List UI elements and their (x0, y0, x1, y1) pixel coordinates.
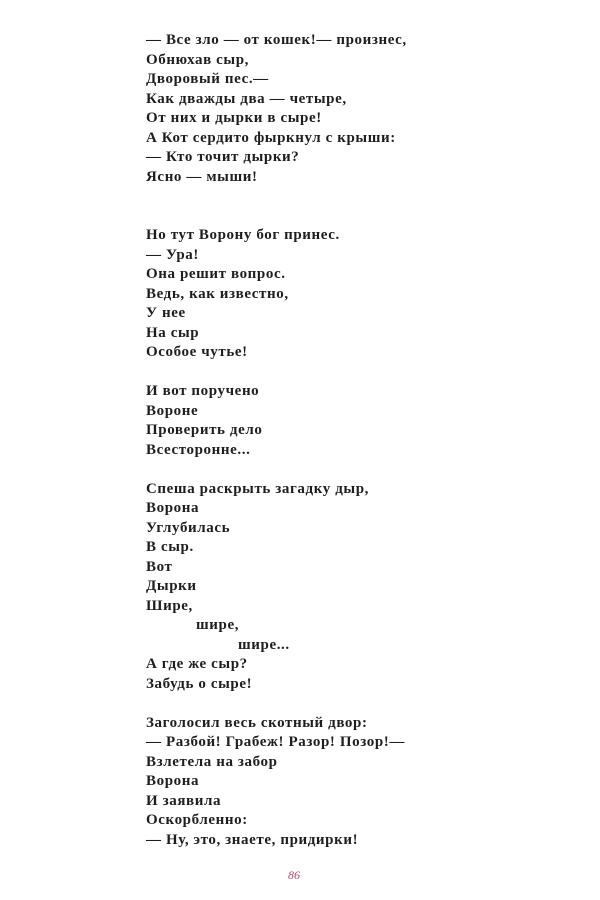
poem-line: Шире, (146, 597, 193, 614)
poem-line: Обнюхав сыр, (146, 51, 250, 68)
poem-line: Дырки (146, 578, 197, 594)
poem-line: А где же сыр? (146, 656, 248, 672)
stanza-gap (146, 207, 407, 227)
poem-line: Оскорбленно: (146, 812, 248, 828)
poem-line: Ясно — мыши! (146, 168, 258, 185)
stanza-gap (146, 460, 407, 480)
stanza-4 (146, 480, 407, 695)
poem-line: Но тут Ворону бог принес. (146, 227, 340, 243)
poem-line: Ворона (146, 773, 200, 789)
page-number: 86 (288, 868, 300, 882)
poem-line: И заявила (146, 792, 222, 809)
poem-line: Заголосил весь скотный двор: (146, 714, 368, 731)
poem-line: Особое чутье! (146, 344, 248, 360)
stanza-5 (146, 714, 407, 851)
poem-line: Как дважды два — четыре, (146, 90, 347, 107)
stanza-2 (146, 226, 407, 363)
poem-line: Забудь о сыре! (146, 675, 253, 692)
poem-line: — Разбой! Грабеж! Разор! Позор!— (146, 734, 405, 750)
poem-line: Вороне (146, 402, 199, 419)
poem-line: Ворона (146, 500, 200, 516)
stanza-gap (146, 187, 407, 207)
poem-line: — Кто точит дырки? (146, 149, 300, 165)
poem-line: На сыр (146, 324, 200, 341)
poem-line: А Кот сердито фыркнул с крыши: (146, 129, 396, 146)
poem-line: — Ура! (146, 246, 199, 263)
poem-line: Спеша раскрыть загадку дыр, (146, 480, 369, 497)
poem-line: У нее (146, 305, 186, 321)
poem-line: — Все зло — от кошек!— произнес, (146, 32, 407, 48)
poem-line: — Ну, это, знаете, придирки! (146, 831, 359, 848)
poem-line: Взлетела на забор (146, 753, 278, 770)
poem-line: Вот (146, 558, 173, 575)
stanza-3 (146, 382, 407, 460)
poem-line: Проверить дело (146, 422, 263, 438)
stanza-gap (146, 694, 407, 714)
poem-line-indented: шире... (238, 636, 290, 653)
stanza-gap (146, 363, 407, 383)
stanza-1 (146, 31, 407, 187)
poem-line: Дворовый пес.— (146, 71, 269, 87)
poem-line-indented: шире, (196, 617, 240, 633)
poem-line: В сыр. (146, 539, 194, 555)
poem-text (146, 31, 407, 850)
poem-line: От них и дырки в сыре! (146, 110, 322, 126)
poem-line: Ведь, как известно, (146, 285, 289, 302)
poem-line: Она решит вопрос. (146, 266, 286, 282)
poem-line: Углубилась (146, 519, 231, 536)
poem-line: И вот поручено (146, 383, 260, 399)
poem-line: Всесторонне... (146, 441, 251, 458)
